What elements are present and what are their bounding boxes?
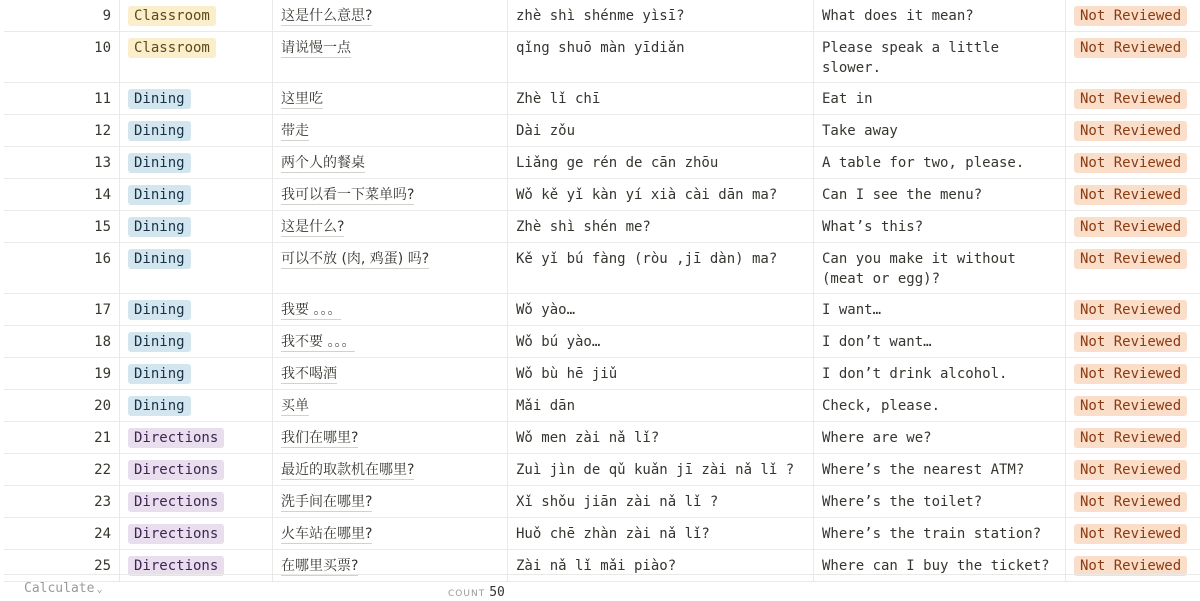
chinese-text: 这里吃 (281, 91, 323, 107)
status-cell[interactable] (1066, 0, 1200, 31)
row-number (4, 115, 120, 146)
pinyin-text: Wǒ men zài nǎ lǐ? (516, 430, 660, 446)
row-number (4, 454, 120, 485)
table-row[interactable] (4, 115, 1200, 147)
pinyin-cell[interactable] (508, 326, 814, 357)
pinyin-cell[interactable] (508, 0, 814, 31)
row-number-text: 10 (94, 40, 111, 56)
english-text: Eat in (822, 91, 873, 107)
english-cell[interactable] (814, 358, 1066, 389)
status-badge: Not Reviewed (1074, 6, 1187, 26)
status-cell[interactable] (1066, 32, 1200, 82)
pinyin-cell[interactable] (508, 211, 814, 242)
chinese-text: 我可以看一下菜单吗? (281, 187, 415, 203)
english-text: Can I see the menu? (822, 187, 983, 203)
english-text: I don’t drink alcohol. (822, 366, 1008, 382)
category-tag: Classroom (128, 6, 216, 26)
chinese-cell[interactable] (273, 454, 508, 485)
table-row[interactable] (4, 179, 1200, 211)
row-number-text: 20 (94, 398, 111, 414)
category-cell[interactable] (120, 358, 273, 389)
category-cell[interactable] (120, 211, 273, 242)
chinese-cell[interactable] (273, 211, 508, 242)
category-cell[interactable] (120, 294, 273, 325)
status-cell[interactable] (1066, 486, 1200, 517)
chinese-cell[interactable] (273, 0, 508, 31)
status-cell[interactable] (1066, 326, 1200, 357)
english-text: I want… (822, 302, 882, 318)
row-number-text: 17 (94, 302, 111, 318)
row-number (4, 0, 120, 31)
category-tag: Dining (128, 153, 191, 173)
pinyin-cell[interactable] (508, 83, 814, 114)
database-table (4, 0, 1200, 582)
row-number-text: 18 (94, 334, 111, 350)
chinese-cell[interactable] (273, 326, 508, 357)
pinyin-cell[interactable] (508, 358, 814, 389)
status-badge: Not Reviewed (1074, 364, 1187, 384)
row-number (4, 486, 120, 517)
english-cell[interactable] (814, 486, 1066, 517)
status-cell[interactable] (1066, 454, 1200, 485)
pinyin-text: Liǎng ge rén de cān zhōu (516, 155, 719, 171)
row-number-text: 22 (94, 462, 111, 478)
category-tag: Directions (128, 460, 224, 480)
row-number (4, 390, 120, 421)
chinese-text: 两个人的餐桌 (281, 155, 365, 171)
row-number-text: 25 (94, 558, 111, 574)
status-cell[interactable] (1066, 243, 1200, 293)
chinese-cell[interactable] (273, 147, 508, 178)
chinese-text: 我们在哪里? (281, 430, 359, 446)
english-cell[interactable] (814, 390, 1066, 421)
status-cell[interactable] (1066, 147, 1200, 178)
status-cell[interactable] (1066, 83, 1200, 114)
chinese-cell[interactable] (273, 390, 508, 421)
chinese-cell[interactable] (273, 422, 508, 453)
english-cell[interactable] (814, 294, 1066, 325)
table-row[interactable] (4, 294, 1200, 326)
status-badge: Not Reviewed (1074, 185, 1187, 205)
category-cell[interactable] (120, 0, 273, 31)
table-row[interactable] (4, 486, 1200, 518)
english-cell[interactable] (814, 83, 1066, 114)
chinese-text: 最近的取款机在哪里? (281, 462, 415, 478)
chinese-text: 这是什么? (281, 219, 345, 235)
table-row[interactable] (4, 390, 1200, 422)
english-cell[interactable] (814, 32, 1066, 82)
chinese-cell[interactable] (273, 518, 508, 549)
english-cell[interactable] (814, 243, 1066, 293)
english-text: A table for two, please. (822, 155, 1025, 171)
pinyin-cell[interactable] (508, 518, 814, 549)
category-cell[interactable] (120, 179, 273, 210)
status-badge: Not Reviewed (1074, 396, 1187, 416)
category-tag: Dining (128, 89, 191, 109)
pinyin-text: Mǎi dān (516, 398, 576, 414)
pinyin-cell[interactable] (508, 179, 814, 210)
english-text: Where’s the train station? (822, 526, 1042, 542)
row-number (4, 83, 120, 114)
row-number-text: 23 (94, 494, 111, 510)
row-number (4, 147, 120, 178)
english-text: Check, please. (822, 398, 941, 414)
status-badge: Not Reviewed (1074, 121, 1187, 141)
pinyin-text: Xǐ shǒu jiān zài nǎ lǐ ? (516, 494, 719, 510)
pinyin-cell[interactable] (508, 454, 814, 485)
chinese-text: 我不喝酒 (281, 366, 337, 382)
status-badge: Not Reviewed (1074, 556, 1187, 576)
english-text: What does it mean? (822, 8, 974, 24)
category-tag: Dining (128, 121, 191, 141)
row-number (4, 243, 120, 293)
chinese-cell[interactable] (273, 115, 508, 146)
category-tag: Dining (128, 364, 191, 384)
table-row[interactable] (4, 454, 1200, 486)
chinese-text: 在哪里买票? (281, 558, 359, 574)
status-badge: Not Reviewed (1074, 153, 1187, 173)
category-tag: Dining (128, 217, 191, 237)
chinese-text: 请说慢一点 (281, 40, 351, 56)
row-number (4, 422, 120, 453)
category-cell[interactable] (120, 115, 273, 146)
english-text: Where’s the nearest ATM? (822, 462, 1025, 478)
table-row[interactable] (4, 211, 1200, 243)
calculate-button[interactable] (24, 581, 102, 596)
status-cell[interactable] (1066, 358, 1200, 389)
category-tag: Classroom (128, 38, 216, 58)
row-number (4, 326, 120, 357)
category-tag: Dining (128, 185, 191, 205)
category-tag: Directions (128, 556, 224, 576)
row-number-text: 11 (94, 91, 111, 107)
status-badge: Not Reviewed (1074, 524, 1187, 544)
english-text: What’s this? (822, 219, 924, 235)
category-cell[interactable] (120, 326, 273, 357)
row-number (4, 358, 120, 389)
table-row[interactable] (4, 422, 1200, 454)
english-cell[interactable] (814, 179, 1066, 210)
english-text: Take away (822, 123, 898, 139)
pinyin-text: zhè shì shénme yìsī? (516, 8, 685, 24)
chinese-text: 洗手间在哪里? (281, 494, 373, 510)
pinyin-text: Zhè shì shén me? (516, 219, 651, 235)
english-cell[interactable] (814, 422, 1066, 453)
table-row[interactable] (4, 326, 1200, 358)
category-tag: Directions (128, 492, 224, 512)
status-badge: Not Reviewed (1074, 89, 1187, 109)
row-number-text: 13 (94, 155, 111, 171)
chinese-cell[interactable] (273, 486, 508, 517)
english-text: Where are we? (822, 430, 932, 446)
pinyin-text: Wǒ yào… (516, 302, 576, 318)
category-cell[interactable] (120, 518, 273, 549)
row-number-text: 19 (94, 366, 111, 382)
status-cell[interactable] (1066, 422, 1200, 453)
category-tag: Dining (128, 332, 191, 352)
chevron-down-icon: ⌄ (96, 584, 103, 595)
category-cell[interactable] (120, 243, 273, 293)
row-number (4, 32, 120, 82)
pinyin-text: Zuì jìn de qǔ kuǎn jī zài nǎ lǐ ? (516, 462, 795, 478)
status-cell[interactable] (1066, 211, 1200, 242)
status-cell[interactable] (1066, 115, 1200, 146)
pinyin-cell[interactable] (508, 115, 814, 146)
row-number-text: 14 (94, 187, 111, 203)
category-cell[interactable] (120, 422, 273, 453)
english-cell[interactable] (814, 326, 1066, 357)
category-tag: Dining (128, 249, 191, 269)
english-text: Where’s the toilet? (822, 494, 983, 510)
status-badge: Not Reviewed (1074, 332, 1187, 352)
chinese-text: 我不要 。。。 (281, 334, 356, 350)
chinese-cell[interactable] (273, 179, 508, 210)
category-cell[interactable] (120, 454, 273, 485)
status-badge: Not Reviewed (1074, 38, 1187, 58)
english-cell[interactable] (814, 147, 1066, 178)
table-row[interactable] (4, 0, 1200, 32)
chinese-cell[interactable] (273, 294, 508, 325)
chinese-cell[interactable] (273, 358, 508, 389)
english-text: Please speak a little slower. (822, 40, 1000, 76)
row-number-text: 21 (94, 430, 111, 446)
calculate-label: Calculate (24, 581, 95, 596)
chinese-text: 火车站在哪里? (281, 526, 373, 542)
chinese-text: 可以不放 (肉, 鸡蛋) 吗? (281, 251, 430, 267)
category-cell[interactable] (120, 486, 273, 517)
status-badge: Not Reviewed (1074, 492, 1187, 512)
english-cell[interactable] (814, 115, 1066, 146)
status-badge: Not Reviewed (1074, 217, 1187, 237)
status-cell[interactable] (1066, 179, 1200, 210)
pinyin-text: qǐng shuō màn yīdiǎn (516, 40, 685, 56)
count-value: 50 (489, 585, 505, 600)
category-cell[interactable] (120, 83, 273, 114)
table-row[interactable] (4, 358, 1200, 390)
pinyin-text: Wǒ bú yào… (516, 334, 601, 350)
chinese-text: 带走 (281, 123, 309, 139)
chinese-text: 买单 (281, 398, 309, 414)
category-cell[interactable] (120, 147, 273, 178)
english-cell[interactable] (814, 518, 1066, 549)
table-row[interactable] (4, 32, 1200, 83)
pinyin-cell[interactable] (508, 390, 814, 421)
status-badge: Not Reviewed (1074, 460, 1187, 480)
count-label: COUNT (448, 589, 486, 599)
english-cell[interactable] (814, 0, 1066, 31)
pinyin-text: Dài zǒu (516, 123, 576, 139)
status-cell[interactable] (1066, 294, 1200, 325)
row-number (4, 294, 120, 325)
table-row[interactable] (4, 83, 1200, 115)
status-badge: Not Reviewed (1074, 300, 1187, 320)
table-row[interactable] (4, 518, 1200, 550)
english-text: I don’t want… (822, 334, 932, 350)
row-number-text: 24 (94, 526, 111, 542)
pinyin-text: Wǒ kě yǐ kàn yí xià cài dān ma? (516, 187, 778, 203)
pinyin-cell[interactable] (508, 243, 814, 293)
status-badge: Not Reviewed (1074, 428, 1187, 448)
chinese-text: 我要 。。。 (281, 302, 342, 318)
row-number-text: 9 (102, 8, 111, 24)
pinyin-text: Zài nǎ lǐ mǎi piào? (516, 558, 677, 574)
pinyin-text: Kě yǐ bú fàng (ròu ,jī dàn) ma? (516, 251, 778, 267)
table-row[interactable] (4, 147, 1200, 179)
chinese-cell[interactable] (273, 32, 508, 82)
category-tag: Dining (128, 300, 191, 320)
row-number (4, 179, 120, 210)
category-cell[interactable] (120, 32, 273, 82)
english-text: Where can I buy the ticket? (822, 558, 1050, 574)
row-number (4, 518, 120, 549)
pinyin-text: Zhè lǐ chī (516, 91, 601, 107)
row-number-text: 16 (94, 251, 111, 267)
row-number-text: 12 (94, 123, 111, 139)
category-cell[interactable] (120, 390, 273, 421)
pinyin-cell[interactable] (508, 486, 814, 517)
chinese-cell[interactable] (273, 243, 508, 293)
count-summary[interactable] (448, 581, 505, 600)
status-badge: Not Reviewed (1074, 249, 1187, 269)
table-footer (4, 574, 1200, 601)
category-tag: Dining (128, 396, 191, 416)
row-number (4, 211, 120, 242)
pinyin-cell[interactable] (508, 147, 814, 178)
pinyin-cell[interactable] (508, 32, 814, 82)
chinese-cell[interactable] (273, 83, 508, 114)
pinyin-text: Wǒ bù hē jiǔ (516, 366, 618, 382)
pinyin-cell[interactable] (508, 422, 814, 453)
pinyin-cell[interactable] (508, 294, 814, 325)
category-tag: Directions (128, 524, 224, 544)
status-cell[interactable] (1066, 518, 1200, 549)
row-number-text: 15 (94, 219, 111, 235)
english-text: Can you make it without (meat or egg)? (822, 251, 1016, 287)
english-cell[interactable] (814, 211, 1066, 242)
chinese-text: 这是什么意思? (281, 8, 373, 24)
category-tag: Directions (128, 428, 224, 448)
pinyin-text: Huǒ chē zhàn zài nǎ lǐ? (516, 526, 710, 542)
status-cell[interactable] (1066, 390, 1200, 421)
english-cell[interactable] (814, 454, 1066, 485)
table-row[interactable] (4, 243, 1200, 294)
